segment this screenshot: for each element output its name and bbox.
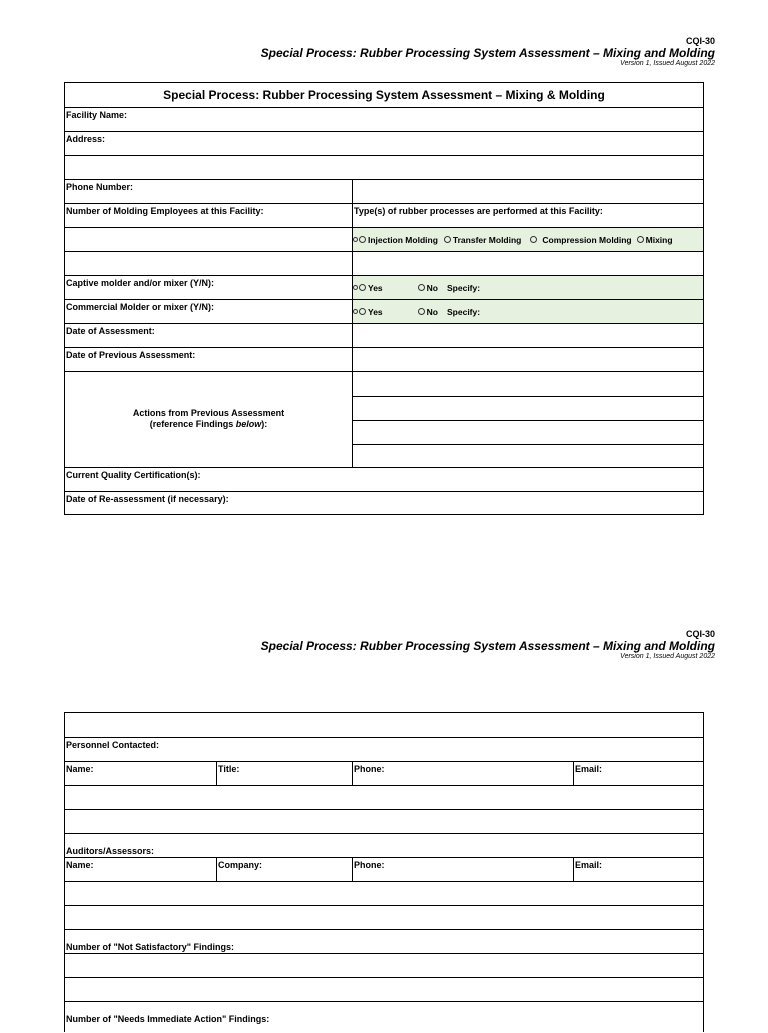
actions-line2-post: ): bbox=[261, 419, 268, 429]
date-previous-cell[interactable] bbox=[352, 348, 703, 371]
process-options-cell bbox=[352, 228, 703, 251]
blank-row bbox=[65, 251, 703, 275]
auditors-header-row bbox=[65, 857, 703, 881]
actions-label bbox=[65, 408, 352, 430]
personnel-label: Personnel Contacted: bbox=[66, 740, 160, 750]
captive-specify-label: Specify: bbox=[447, 282, 481, 293]
commercial-row bbox=[65, 299, 703, 323]
not-satisfactory-entry-row[interactable] bbox=[65, 977, 703, 1001]
email-header: Email: bbox=[575, 860, 603, 870]
commercial-options bbox=[353, 300, 480, 323]
document-version: Version 1, Issued August 2022 bbox=[620, 60, 715, 67]
title-header-cell bbox=[216, 762, 353, 785]
phone-value-cell[interactable] bbox=[352, 180, 703, 203]
certifications-label: Current Quality Certification(s): bbox=[66, 470, 201, 480]
date-assessment-label: Date of Assessment: bbox=[66, 326, 155, 336]
address-label: Address: bbox=[66, 134, 106, 144]
compression-molding-label: Compression Molding bbox=[542, 234, 632, 245]
needs-action-row bbox=[65, 1001, 703, 1033]
blank-cell[interactable] bbox=[352, 252, 703, 275]
phone-number-label: Phone Number: bbox=[66, 182, 134, 192]
email-header-cell bbox=[573, 858, 703, 881]
blank-row[interactable] bbox=[65, 713, 703, 737]
captive-no-label: No bbox=[426, 282, 438, 293]
document-title: Special Process: Rubber Processing System Assessment – Mixing and Molding bbox=[260, 46, 715, 60]
radio-icon bbox=[353, 237, 358, 242]
injection-molding-radio[interactable] bbox=[359, 236, 366, 243]
not-satisfactory-entry-row[interactable] bbox=[65, 953, 703, 977]
commercial-yes-label: Yes bbox=[368, 306, 383, 317]
facility-name-label: Facility Name: bbox=[66, 110, 128, 120]
personnel-row bbox=[65, 737, 703, 761]
mixing-label: Mixing bbox=[645, 234, 673, 245]
mixing-radio[interactable] bbox=[637, 236, 644, 243]
phone-row[interactable] bbox=[65, 179, 703, 203]
document-code: CQI-30 bbox=[685, 36, 715, 46]
date-previous-label: Date of Previous Assessment: bbox=[66, 350, 196, 360]
page-header-1 bbox=[261, 37, 715, 67]
phone-header-cell bbox=[352, 858, 574, 881]
transfer-molding-radio[interactable] bbox=[444, 236, 451, 243]
date-previous-row bbox=[65, 347, 703, 371]
reassessment-row[interactable] bbox=[65, 491, 703, 515]
transfer-molding-label: Transfer Molding bbox=[452, 234, 522, 245]
captive-label: Captive molder and/or mixer (Y/N): bbox=[66, 278, 215, 288]
document-version: Version 1, Issued August 2022 bbox=[620, 653, 715, 660]
actions-row bbox=[65, 371, 703, 467]
page-header-2 bbox=[261, 630, 715, 660]
actions-line-1[interactable] bbox=[353, 372, 703, 396]
employees-row bbox=[65, 203, 703, 227]
auditor-entry-row[interactable] bbox=[65, 881, 703, 905]
radio-icon bbox=[353, 285, 358, 290]
email-header: Email: bbox=[575, 764, 603, 774]
personnel-form bbox=[64, 712, 704, 1032]
actions-cell bbox=[352, 372, 703, 467]
captive-yes-radio[interactable] bbox=[359, 284, 366, 291]
actions-line-2[interactable] bbox=[353, 396, 703, 421]
commercial-label: Commercial Molder or mixer (Y/N): bbox=[66, 302, 215, 312]
form-title-row bbox=[65, 83, 703, 107]
auditors-label: Auditors/Assessors: bbox=[66, 846, 155, 856]
needs-action-label: Number of "Needs Immediate Action" Findings: bbox=[66, 1014, 270, 1024]
document-title: Special Process: Rubber Processing System Assessment – Mixing and Molding bbox=[260, 639, 715, 653]
commercial-no-radio[interactable] bbox=[418, 308, 425, 315]
actions-line2 bbox=[65, 419, 352, 430]
title-header: Title: bbox=[218, 764, 240, 774]
commercial-options-cell bbox=[352, 300, 703, 323]
auditor-entry-row[interactable] bbox=[65, 905, 703, 929]
commercial-no-label: No bbox=[426, 306, 438, 317]
actions-line1: Actions from Previous Assessment bbox=[132, 408, 285, 418]
email-header-cell bbox=[573, 762, 703, 785]
date-assessment-row bbox=[65, 323, 703, 347]
captive-yes-label: Yes bbox=[368, 282, 383, 293]
address-row[interactable] bbox=[65, 131, 703, 155]
process-options bbox=[353, 228, 673, 251]
not-satisfactory-row bbox=[65, 929, 703, 953]
address-row-2[interactable] bbox=[65, 155, 703, 179]
personnel-entry-row[interactable] bbox=[65, 785, 703, 809]
certifications-row[interactable] bbox=[65, 467, 703, 491]
radio-icon bbox=[353, 309, 358, 314]
personnel-entry-row[interactable] bbox=[65, 809, 703, 833]
company-header: Company: bbox=[218, 860, 263, 870]
commercial-specify-label: Specify: bbox=[447, 306, 481, 317]
document-code: CQI-30 bbox=[685, 629, 715, 639]
num-employees-label: Number of Molding Employees at this Facility: bbox=[66, 206, 264, 216]
injection-molding-label: Injection Molding bbox=[368, 234, 438, 245]
form-title: Special Process: Rubber Processing System Assessment – Mixing & Molding bbox=[163, 88, 605, 102]
name-header: Name: bbox=[66, 860, 94, 870]
employees-value-cell[interactable] bbox=[65, 228, 353, 251]
reassessment-label: Date of Re-assessment (if necessary): bbox=[66, 494, 229, 504]
phone-header: Phone: bbox=[354, 764, 385, 774]
process-types-cell bbox=[352, 204, 703, 227]
actions-line-4[interactable] bbox=[353, 444, 703, 469]
phone-header: Phone: bbox=[354, 860, 385, 870]
process-types-label: Type(s) of rubber processes are performed at this Facility: bbox=[354, 206, 603, 216]
captive-options-cell bbox=[352, 276, 703, 299]
not-satisfactory-label: Number of "Not Satisfactory" Findings: bbox=[66, 942, 235, 952]
actions-line2-em: below bbox=[235, 419, 262, 429]
commercial-yes-radio[interactable] bbox=[359, 308, 366, 315]
actions-line2-pre: (reference Findings bbox=[149, 419, 236, 429]
captive-options bbox=[353, 276, 480, 299]
actions-line-3[interactable] bbox=[353, 420, 703, 445]
facility-name-row[interactable] bbox=[65, 107, 703, 131]
auditors-row bbox=[65, 833, 703, 857]
compression-molding-radio[interactable] bbox=[530, 236, 537, 243]
company-header-cell bbox=[216, 858, 353, 881]
personnel-header-row bbox=[65, 761, 703, 785]
process-options-row bbox=[65, 227, 703, 251]
phone-header-cell bbox=[352, 762, 574, 785]
name-header: Name: bbox=[66, 764, 94, 774]
facility-form bbox=[64, 82, 704, 515]
date-assessment-cell[interactable] bbox=[352, 324, 703, 347]
captive-no-radio[interactable] bbox=[418, 284, 425, 291]
captive-row bbox=[65, 275, 703, 299]
